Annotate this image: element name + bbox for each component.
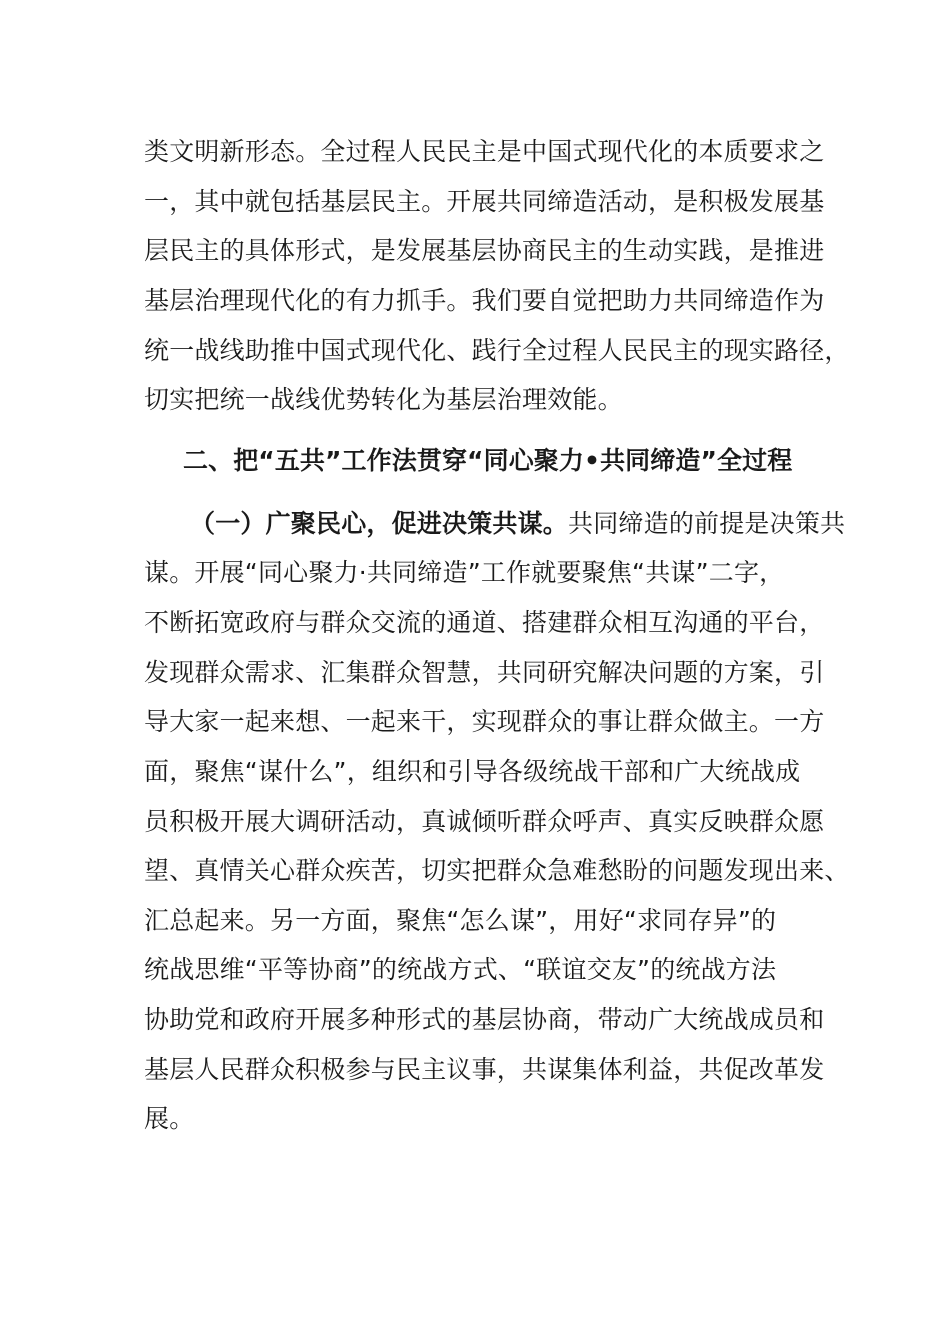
paragraph-line: 切实把统一战线优势转化为基层治理效能。 (144, 385, 623, 414)
paragraph-line: 汇总起来。另一方面，聚焦“怎么谋”，用好“求同存异”的 (144, 906, 777, 935)
paragraph-line: 一，其中就包括基层民主。开展共同缔造活动，是积极发展基 (144, 187, 825, 216)
paragraph-line: 统一战线助推中国式现代化、践行全过程人民民主的现实路径， (144, 336, 850, 365)
paragraph-line: 谋。开展“同心聚力·共同缔造”工作就要聚焦“共谋”二字， (144, 558, 785, 587)
paragraph-line: 层民主的具体形式，是发展基层协商民主的生动实践，是推进 (144, 236, 825, 265)
paragraph-first-line (190, 509, 845, 539)
paragraph-line: 基层人民群众积极参与民主议事，共谋集体利益，共促改革发 (144, 1055, 825, 1084)
paragraph-line: 基层治理现代化的有力抓手。我们要自觉把助力共同缔造作为 (144, 286, 825, 315)
section-heading: 二、把“五共”工作法贯穿“同心聚力•共同缔造”全过程 (183, 446, 793, 475)
paragraph-line: 统战思维“平等协商”的统战方式、“联谊交友”的统战方法 (144, 955, 777, 984)
paragraph-line: 类文明新形态。全过程人民民主是中国式现代化的本质要求之 (144, 137, 825, 166)
paragraph-line: 导大家一起来想、一起来干，实现群众的事让群众做主。一方 (144, 707, 825, 736)
paragraph-lead-text: 共同缔造的前提是决策共 (568, 509, 846, 538)
paragraph-line: 不断拓宽政府与群众交流的通道、搭建群众相互沟通的平台， (144, 608, 825, 637)
paragraph-line: 发现群众需求、汇集群众智慧，共同研究解决问题的方案，引 (144, 658, 825, 687)
paragraph-line: 协助党和政府开展多种形式的基层协商，带动广大统战成员和 (144, 1005, 825, 1034)
paragraph-line: 员积极开展大调研活动，真诚倾听群众呼声、真实反映群众愿 (144, 807, 825, 836)
paragraph-line: 展。 (144, 1104, 195, 1133)
paragraph-line: 面，聚焦“谋什么”，组织和引导各级统战干部和广大统战成 (144, 757, 801, 786)
paragraph-line: 望、真情关心群众疾苦，切实把群众急难愁盼的问题发现出来、 (144, 856, 850, 885)
subsection-title: （一）广聚民心，促进决策共谋。 (190, 509, 569, 538)
